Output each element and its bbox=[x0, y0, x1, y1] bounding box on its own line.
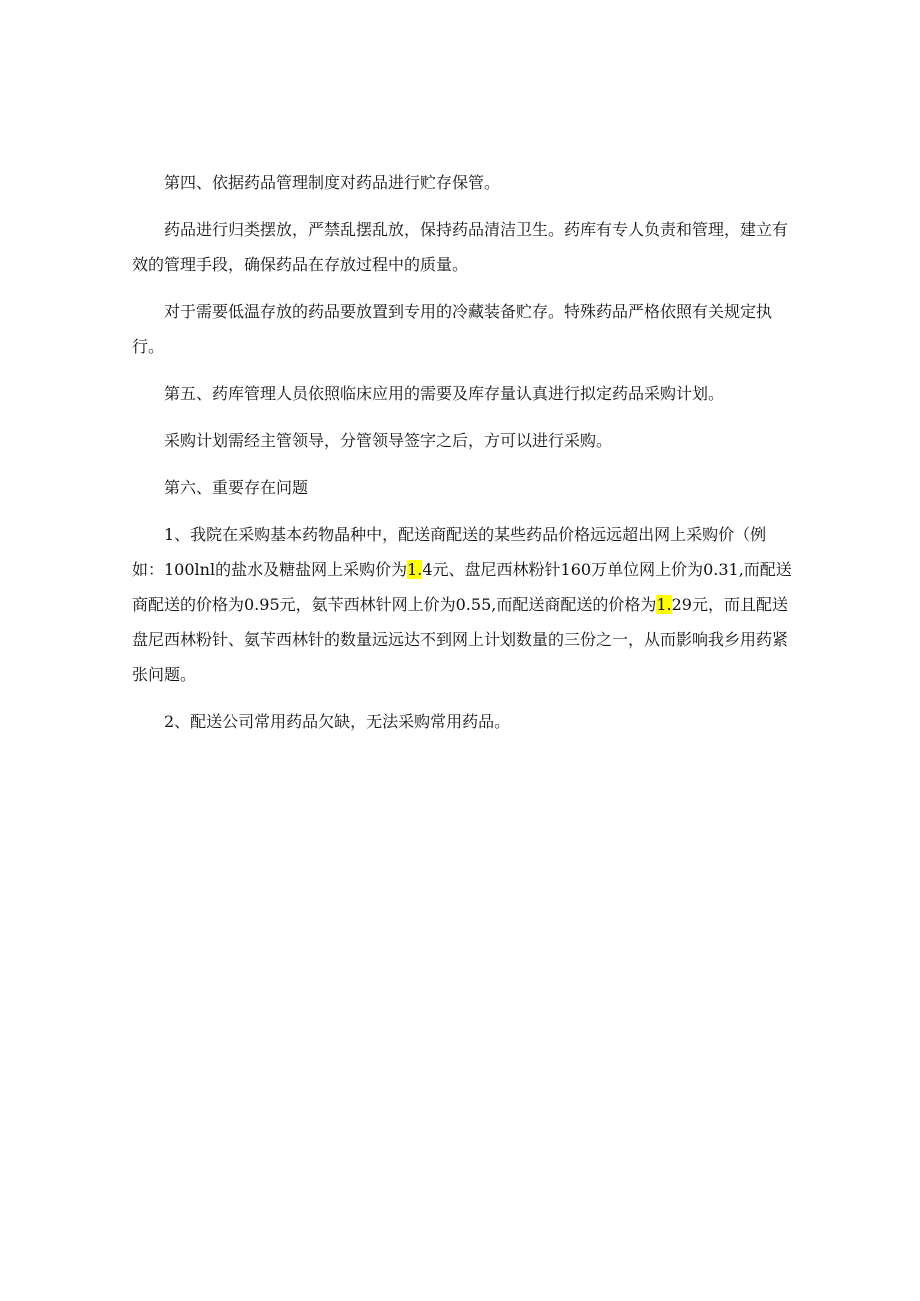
paragraph-cold-storage: 对于需要低温存放的药品要放置到专用的冷藏装备贮存。特殊药品严格依照有关规定执行。 bbox=[132, 302, 773, 356]
issue-one-text-1: 1、我院在采购基本药物晶种中，配送商配送的某些药品价格远远超出网上采购价（例如：100lnl的盐水及糖盐网上采购价为 bbox=[132, 525, 767, 579]
paragraph-section-four: 第四、依据药品管理制度对药品进行贮存保管。 bbox=[164, 173, 501, 192]
highlight-mark: 1. bbox=[656, 595, 672, 614]
document-body bbox=[132, 165, 792, 751]
paragraph-storage-rules: 药品进行归类摆放，严禁乱摆乱放，保持药品清洁卫生。药库有专人负责和管理，建立有效的管理手段，确保药品在存放过程中的质量。 bbox=[132, 220, 789, 274]
highlight-mark: 1. bbox=[407, 560, 423, 579]
paragraph-issue-two: 2、配送公司常用药品欠缺，无法采购常用药品。 bbox=[164, 712, 511, 731]
paragraph-issue-one bbox=[132, 517, 792, 692]
paragraph-purchase-approval: 采购计划需经主管领导，分管领导签字之后，方可以进行采购。 bbox=[164, 431, 613, 450]
paragraph-section-six: 第六、重要存在问题 bbox=[164, 478, 309, 497]
issue-one-text-3: 29元，而且配送盘尼西林粉针、氨苄西林针的数量远远达不到网上计划数量的三份之一，从而影响我乡用药紧张问题。 bbox=[132, 595, 789, 684]
issue-one-text-2: 4元、盘尼西林粉针160万单位网上价为0.31,而配送商配送的价格为0.95元，氨苄西林针网上价为0.55,而配送商配送的价格为 bbox=[132, 560, 792, 614]
paragraph-section-five: 第五、药库管理人员依照临床应用的需要及库存量认真进行拟定药品采购计划。 bbox=[164, 384, 725, 403]
